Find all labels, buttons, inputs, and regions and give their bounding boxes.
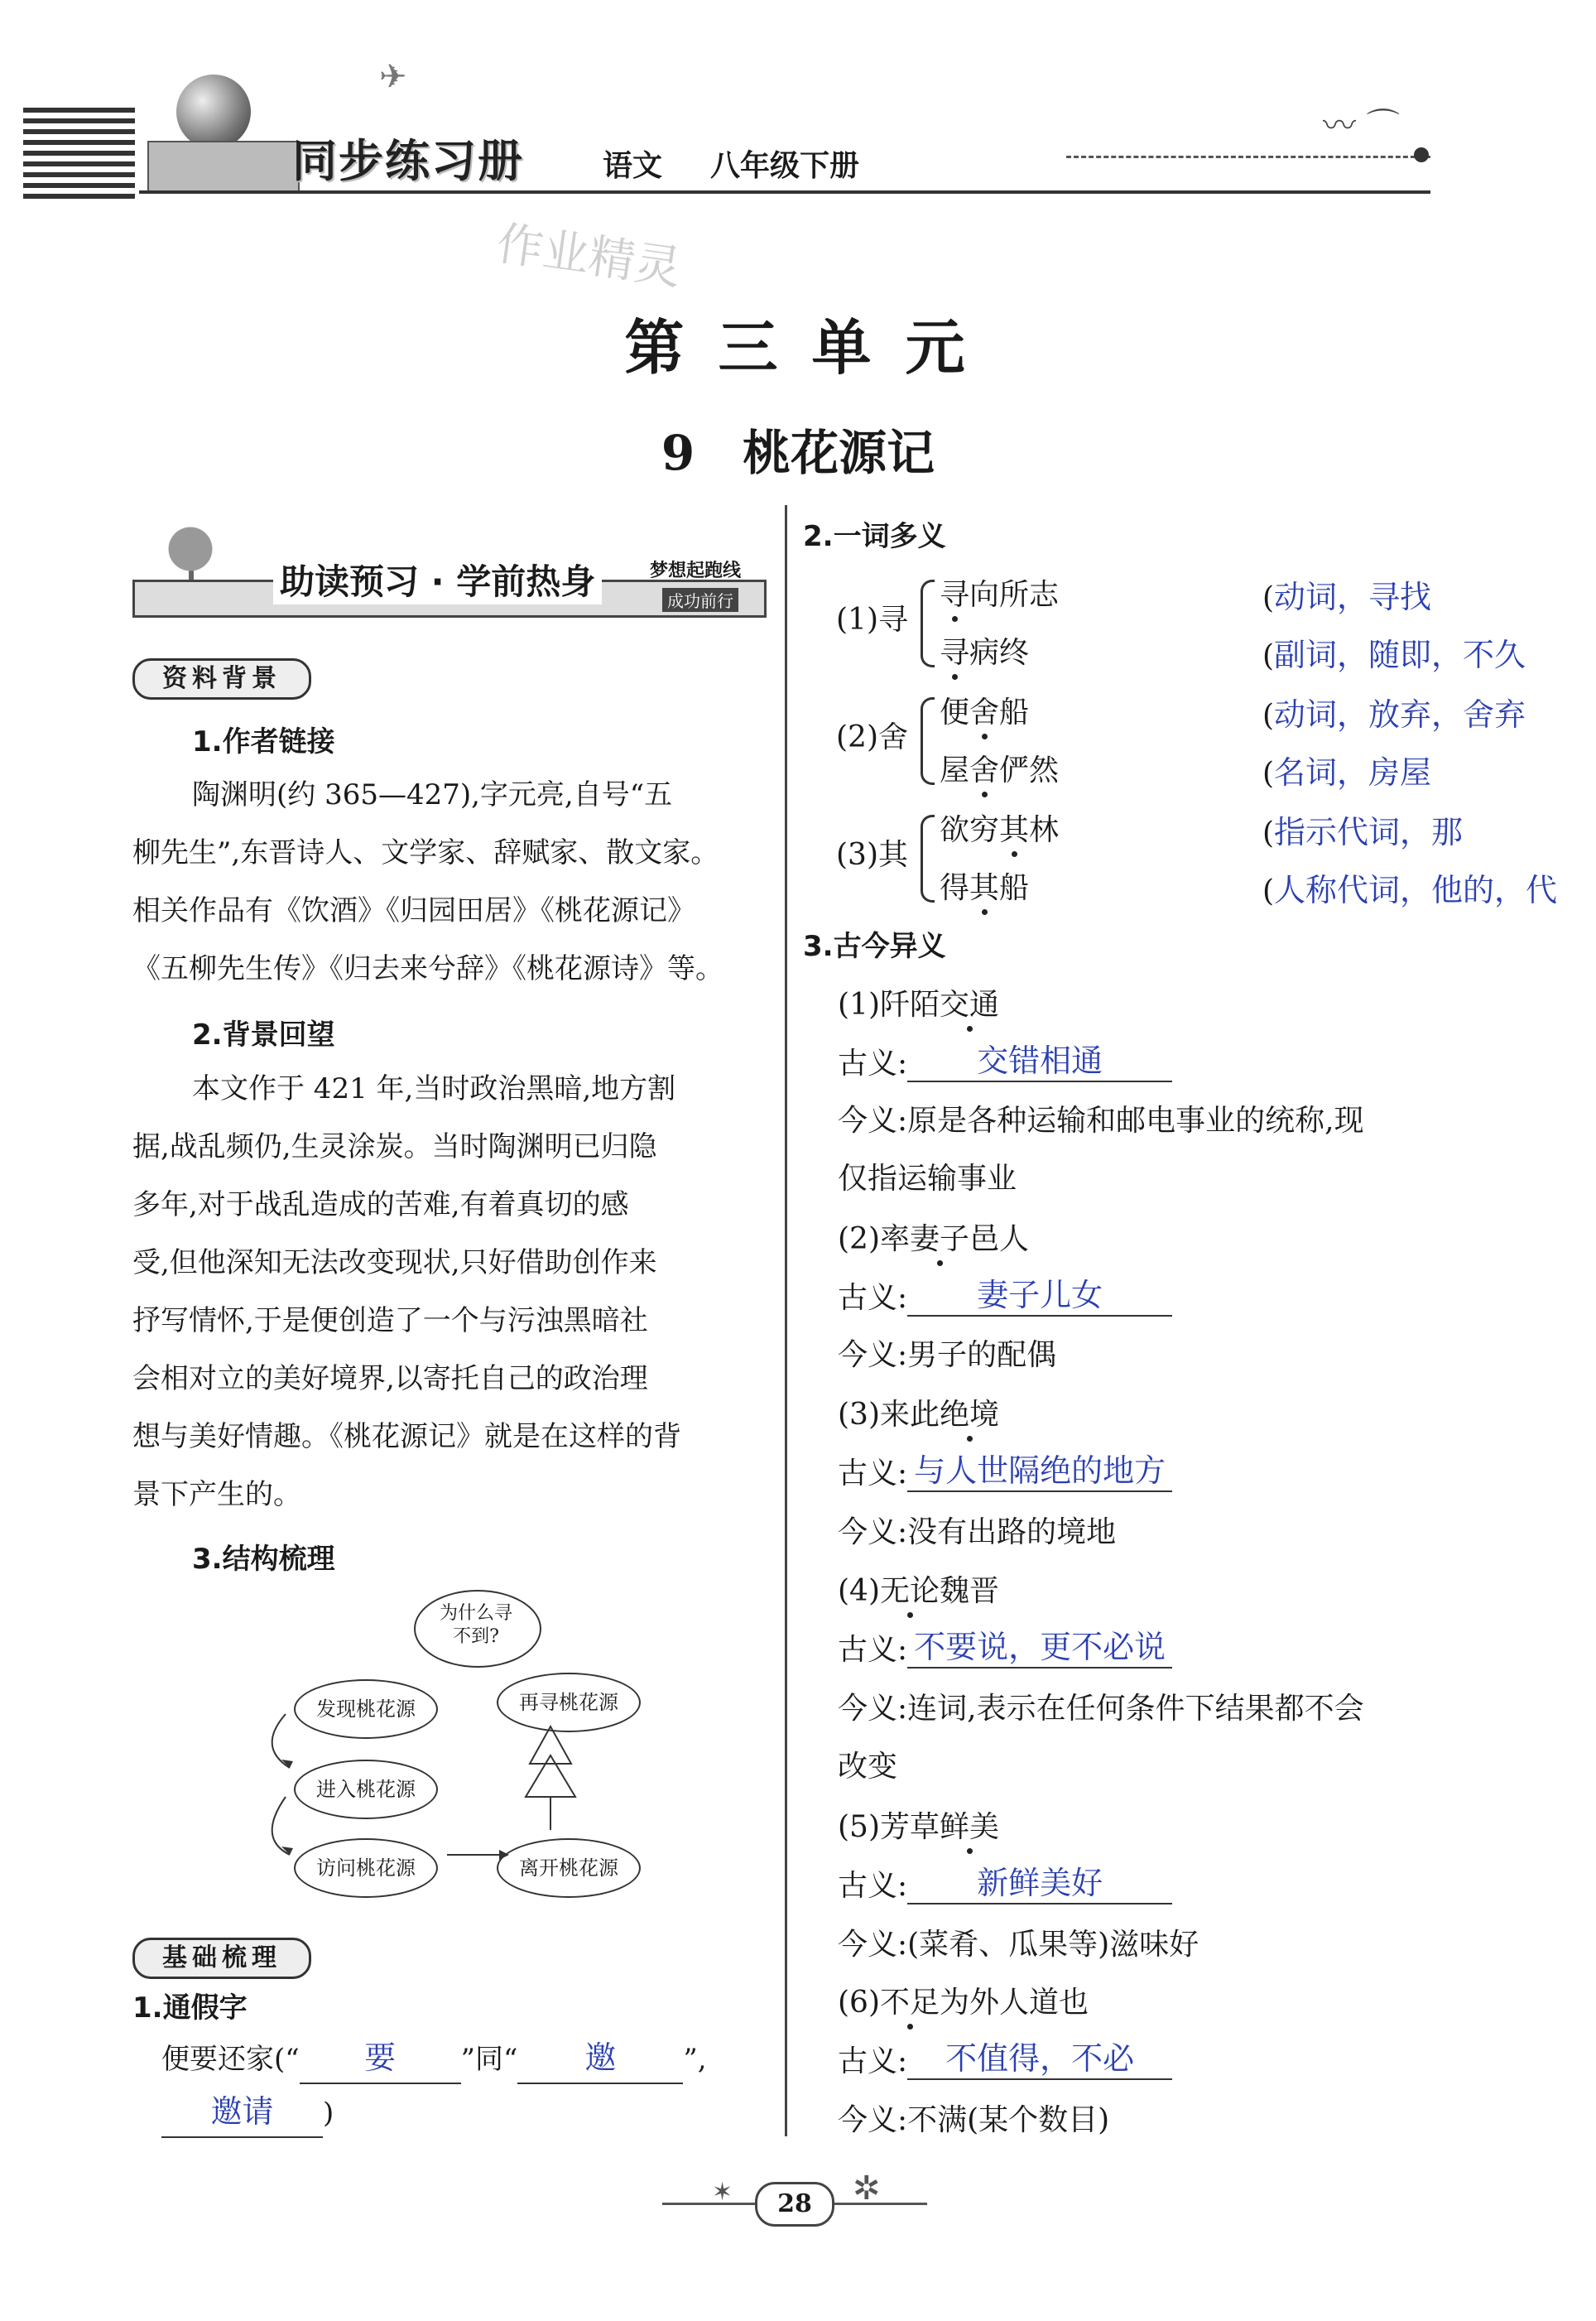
s2-heading: 2.背景回望 xyxy=(192,1018,335,1052)
banner-slogan-1: 梦想起跑线 xyxy=(650,561,742,581)
term-4: (4)无论魏晋 xyxy=(838,1567,999,1610)
g2-answer-1: (动词，放弃，舍弃 xyxy=(1262,696,1526,733)
term-2-ancient: 古义: 妻子儿女 xyxy=(838,1269,1172,1317)
term-5-ancient: 古义: 新鲜美好 xyxy=(838,1857,1172,1904)
term-2-modern: 今义:男子的配偶 xyxy=(838,1338,1057,1372)
star-icon: ✶ xyxy=(712,2178,733,2207)
g1-item-1: 寻向所志 xyxy=(940,571,1059,614)
q1-heading: 1.通假字 xyxy=(132,1991,248,2025)
banner-title: 助读预习 · 学前热身 xyxy=(273,555,602,604)
q3-heading: 3.古今异义 xyxy=(803,930,946,963)
q1-mid: ”同“ xyxy=(460,2043,518,2076)
term-1-modern: 今义:原是各种运输和邮电事业的统称,现 xyxy=(838,1104,1364,1138)
unit-title: 第 三 单 元 xyxy=(624,313,972,383)
q1-answer-3: 邀请 xyxy=(161,2087,323,2138)
paren-open: ( xyxy=(1262,816,1275,850)
term-5: (5)芳草鲜美 xyxy=(838,1803,999,1846)
book-stack-icon xyxy=(147,141,300,194)
dotted-term: 鲜美 xyxy=(940,1803,999,1846)
group-label-1: (1)寻 xyxy=(836,603,908,637)
term-4-ancient: 古义: 不要说，更不必说 xyxy=(838,1621,1172,1669)
dotted-char: 舍 xyxy=(969,747,999,789)
dotted-char: 其 xyxy=(999,807,1029,849)
q1-line-2 xyxy=(161,2087,334,2138)
term-3-ancient: 古义: 与人世隔绝的地方 xyxy=(838,1445,1172,1492)
term-1-modern-cont: 仅指运输事业 xyxy=(838,1162,1017,1196)
s3-heading: 3.结构梳理 xyxy=(192,1543,335,1576)
header-dashed-line xyxy=(1066,156,1430,158)
paren-open: ( xyxy=(1262,874,1275,908)
s1-line: 柳先生”,东晋诗人、文学家、辞赋家、散文家。 xyxy=(132,836,719,869)
node-seek-again: 再寻桃花源 xyxy=(497,1673,641,1732)
grade-label: 八年级下册 xyxy=(710,149,860,183)
brace-1 xyxy=(921,580,935,667)
node-leave: 离开桃花源 xyxy=(497,1838,641,1898)
g1-item-2: 寻病终 xyxy=(940,629,1029,672)
s2-line: 多年,对于战乱造成的苦难,有着真切的感 xyxy=(132,1188,629,1221)
s1-line: 《五柳先生传》《归去来兮辞》《桃花源诗》等。 xyxy=(132,952,723,985)
s1-line: 相关作品有《饮酒》《归园田居》《桃花源记》 xyxy=(132,894,695,927)
palm-icon: ✲ xyxy=(853,2169,881,2208)
g3-item-2: 得其船 xyxy=(940,864,1029,907)
term-3-modern: 今义:没有出路的境地 xyxy=(838,1515,1117,1549)
up-arrow-tree xyxy=(526,1755,575,1797)
arrow-1-2 xyxy=(272,1714,290,1768)
banner-slogan-2: 成功前行 xyxy=(662,588,738,612)
paper-plane-icon: ✈ xyxy=(379,58,407,96)
q1-answer-2: 邀 xyxy=(517,2033,683,2084)
column-divider xyxy=(785,505,787,2136)
g2-item-2: 屋舍俨然 xyxy=(940,747,1059,789)
dotted-char: 寻 xyxy=(940,571,969,614)
structure-diagram xyxy=(257,1590,654,1921)
header-underline xyxy=(139,190,1430,194)
term-4-modern-cont: 改变 xyxy=(838,1750,898,1784)
s2-line: 本文作于 421 年,当时政治黑暗,地方割 xyxy=(192,1072,676,1105)
g3-item-1: 欲穷其林 xyxy=(940,807,1059,849)
s2-paragraph xyxy=(132,1060,770,1524)
g3-answer-2: (人称代词，他的，代 xyxy=(1262,872,1558,908)
header-stripes xyxy=(23,108,135,199)
s2-line: 抒写情怀,于是便创造了一个与污浊黑暗社 xyxy=(132,1304,648,1337)
term-4-modern: 今义:连词,表示在任何条件下结果都不会 xyxy=(838,1692,1364,1726)
dotted-char: 寻 xyxy=(940,629,969,672)
q1-prefix: 便要还家(“ xyxy=(161,2043,300,2076)
s2-line: 会相对立的美好境界,以寄托自己的政治理 xyxy=(132,1362,648,1395)
globe-icon xyxy=(176,75,251,149)
term-6-modern: 今义:不满(某个数目) xyxy=(838,2103,1110,2137)
bubble-text: 为什么寻不到? xyxy=(439,1603,512,1647)
dotted-char: 其 xyxy=(969,864,999,907)
header-bar xyxy=(23,58,1439,199)
s2-line: 景下产生的。 xyxy=(132,1478,301,1511)
g2-answer-2: (名词，房屋 xyxy=(1262,754,1432,791)
tag-basic: 基础梳理 xyxy=(132,1938,311,1979)
tag-background: 资料背景 xyxy=(132,658,311,700)
dotted-term: 不足 xyxy=(880,1979,940,2021)
node-discover: 发现桃花源 xyxy=(294,1679,438,1739)
lesson-title: 9 桃花源记 xyxy=(661,425,935,481)
q2-heading: 2.一词多义 xyxy=(803,520,946,553)
arrow-2-3 xyxy=(272,1797,290,1855)
dotted-term: 交通 xyxy=(940,981,999,1023)
dotted-term: 绝境 xyxy=(940,1391,999,1433)
watermark: 作业精灵 xyxy=(493,216,685,296)
term-6: (6)不足为外人道也 xyxy=(838,1979,1089,2021)
q1-suffix: ”, xyxy=(683,2043,707,2076)
s2-line: 受,但他深知无法改变现状,只好借助创作来 xyxy=(132,1246,657,1279)
node-visit: 访问桃花源 xyxy=(294,1838,438,1898)
term-1-ancient: 古义: 交错相通 xyxy=(838,1035,1172,1082)
q1-line xyxy=(161,2033,707,2084)
term-3: (3)来此绝境 xyxy=(838,1391,999,1433)
g3-answer-1: (指示代词，那 xyxy=(1262,814,1464,850)
term-5-modern: 今义:(菜肴、瓜果等)滋味好 xyxy=(838,1928,1199,1962)
brace-2 xyxy=(921,697,935,785)
s1-heading: 1.作者链接 xyxy=(192,725,335,758)
section-banner xyxy=(132,522,762,621)
header-dot xyxy=(1414,147,1429,162)
term-6-ancient: 古义: 不值得，不必 xyxy=(838,2033,1172,2080)
q1-close: ) xyxy=(323,2097,334,2130)
term-2: (2)率妻子邑人 xyxy=(838,1216,1029,1258)
q1-answer-1: 要 xyxy=(300,2033,461,2084)
book-title: 同步练习册 xyxy=(292,134,524,187)
s1-paragraph xyxy=(132,766,770,998)
page-number: 28 xyxy=(755,2182,834,2227)
dotted-char: 舍 xyxy=(969,689,999,731)
s2-line: 想与美好情趣。《桃花源记》就是在这样的背 xyxy=(132,1420,681,1453)
s1-line: 陶渊明(约 365—427),字元亮,自号“五 xyxy=(192,778,673,811)
subject-label: 语文 xyxy=(603,149,663,183)
g2-item-1: 便舍船 xyxy=(940,689,1029,731)
term-1: (1)阡陌交通 xyxy=(838,981,999,1023)
brace-3 xyxy=(921,815,935,903)
paren-open: ( xyxy=(1262,639,1275,673)
group-label-3: (3)其 xyxy=(836,838,908,872)
birds-icon: 〰 ⌒ xyxy=(1323,107,1400,145)
paren-open: ( xyxy=(1262,757,1275,791)
dotted-term: 妻子 xyxy=(910,1216,969,1258)
paren-open: ( xyxy=(1262,581,1275,615)
g1-answer-2: (副词，随即，不久 xyxy=(1262,637,1526,673)
g1-answer-1: (动词，寻找 xyxy=(1262,579,1432,615)
paren-open: ( xyxy=(1262,699,1275,733)
s2-line: 据,战乱频仍,生灵涂炭。当时陶渊明已归隐 xyxy=(132,1130,657,1163)
footer xyxy=(662,2169,927,2236)
dotted-term: 无论 xyxy=(880,1567,940,1610)
group-label-2: (2)舍 xyxy=(836,720,908,754)
node-enter: 进入桃花源 xyxy=(294,1760,438,1819)
